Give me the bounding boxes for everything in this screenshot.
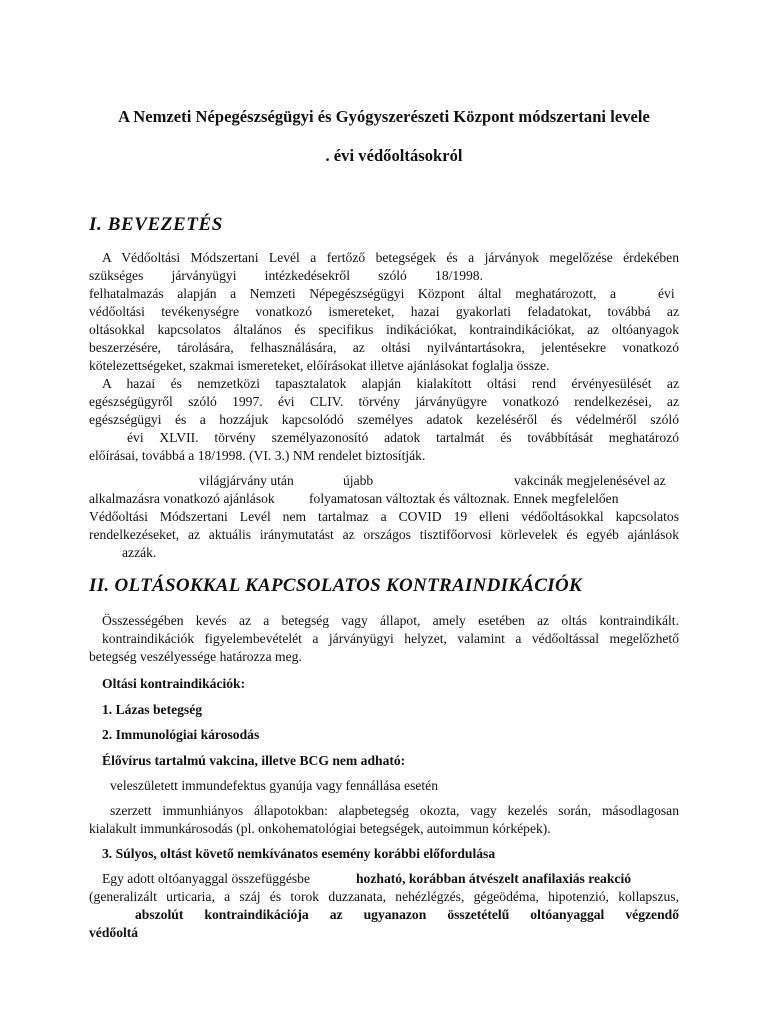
- paragraph-fragment: alkalmazásra vonatkozó ajánlások: [89, 491, 275, 506]
- paragraph-line: A Védőoltási Módszertani Levél a fertőző betegségek és a járványok megelőzése érdekében: [102, 250, 679, 265]
- paragraph-fragment: folyamatosan változtak és változnak. Ennek megfelelően: [309, 491, 619, 506]
- paragraph-line: kontraindikációk figyelembevételét a járványügyi helyzet, valamint a védőoltással megelőzhető: [102, 631, 679, 646]
- paragraph-line: beszerzésére, tárolására, felhasználására, az oltási nyilvántartásokra, jelentésekre vonatkozó: [89, 340, 679, 355]
- paragraph-line: szükséges járványügyi intézkedésekről szóló 18/1998.: [89, 268, 483, 283]
- paragraph-line: egészségügyi és a hozzájuk kapcsolódó személyes adatok kezeléséről és védelméről szóló: [89, 412, 679, 427]
- list-item-adverse-event: 3. Súlyos, oltást követő nemkívánatos esemény korábbi előfordulása: [102, 846, 496, 861]
- paragraph-line: azzák.: [122, 545, 157, 560]
- paragraph-line: egészségügyről szóló 1997. évi CLIV. törvény járványügyre vonatkozó rendelkezései, az: [89, 394, 679, 409]
- paragraph-line: előírásai, továbbá a 18/1998. (VI. 3.) NM rendelet biztosítják.: [89, 448, 426, 463]
- live-vaccine-heading: Élővírus tartalmú vakcina, illetve BCG nem adható:: [102, 753, 406, 768]
- paragraph-line: oltásokkal kapcsolatos általános és specifikus indikációkat, kontraindikációkat, az oltóanyagok: [89, 322, 679, 337]
- section-heading-introduction: I. BEVEZETÉS: [89, 214, 223, 235]
- section-heading-contraindications: II. OLTÁSOKKAL KAPCSOLATOS KONTRAINDIKÁCIÓK: [89, 575, 582, 596]
- paragraph-line-bold: védőoltá: [89, 925, 139, 940]
- paragraph-fragment: évi: [658, 286, 675, 301]
- paragraph-fragment: vakcinák megjelenésével az: [514, 473, 666, 488]
- list-item-fever: 1. Lázas betegség: [102, 702, 203, 717]
- paragraph-line: veleszületett immundefektus gyanúja vagy fennállása esetén: [110, 778, 439, 793]
- paragraph-fragment: újabb: [343, 473, 374, 488]
- paragraph-line: (generalizált urticaria, a száj és torok duzzanata, nehézlégzés, gégeödéma, hipotenzió, kollapszus,: [89, 889, 679, 904]
- paragraph-line: kialakult immunkárosodás (pl. onkohematológiai betegségek, autoimmun kórképek).: [89, 821, 551, 836]
- document-title: A Nemzeti Népegészségügyi és Gyógyszerészeti Központ módszertani levele: [118, 107, 650, 126]
- paragraph-line: Összességében kevés az a betegség vagy állapot, amely esetében az oltás kontraindikált.: [102, 613, 679, 628]
- paragraph-line: szerzett immunhiányos állapotokban: alapbetegség okozta, vagy kezelés során, másodlagosan: [110, 803, 679, 818]
- paragraph-fragment: Egy adott oltóanyaggal összefüggésbe: [102, 871, 311, 886]
- paragraph-fragment: világjárvány után: [199, 473, 294, 488]
- paragraph-line: A hazai és nemzetközi tapasztalatok alapján kialakított oltási rend érvényesülését az: [102, 376, 679, 391]
- document-subtitle: . évi védőoltásokról: [325, 146, 463, 165]
- paragraph-line: kötelezettségeket, szakmai ismereteket, előírásokat illetve ajánlásokat foglalja össze.: [89, 358, 550, 373]
- contraindications-title: Oltási kontraindikációk:: [102, 676, 246, 691]
- list-item-immune: 2. Immunológiai károsodás: [102, 727, 260, 742]
- paragraph-line: betegség veszélyessége határozza meg.: [89, 649, 302, 664]
- paragraph-line: védőoltási tevékenységre vonatkozó ismereteket, hazai gyakorlati feladatokat, továbbá az: [89, 304, 679, 319]
- paragraph-line-bold: abszolút kontraindikációja az ugyanazon összetételű oltóanyaggal végzendő: [135, 907, 679, 922]
- paragraph-fragment-bold: hozható, korábban átvészelt anafilaxiás reakció: [356, 871, 632, 886]
- paragraph-line: Védőoltási Módszertani Levél nem tartalmaz a COVID 19 elleni védőoltásokkal kapcsolatos: [89, 509, 679, 524]
- paragraph-line: felhatalmazás alapján a Nemzeti Népegészségügyi Központ által meghatározott, a: [89, 286, 616, 301]
- paragraph-line: évi XLVII. törvény személyazonosító adatok tartalmát és továbbítását meghatározó: [127, 430, 679, 445]
- paragraph-line: rendelkezéseket, az aktuális iránymutatást az országos tisztifőorvosi körlevelek és egyéb ajánlások: [89, 527, 679, 542]
